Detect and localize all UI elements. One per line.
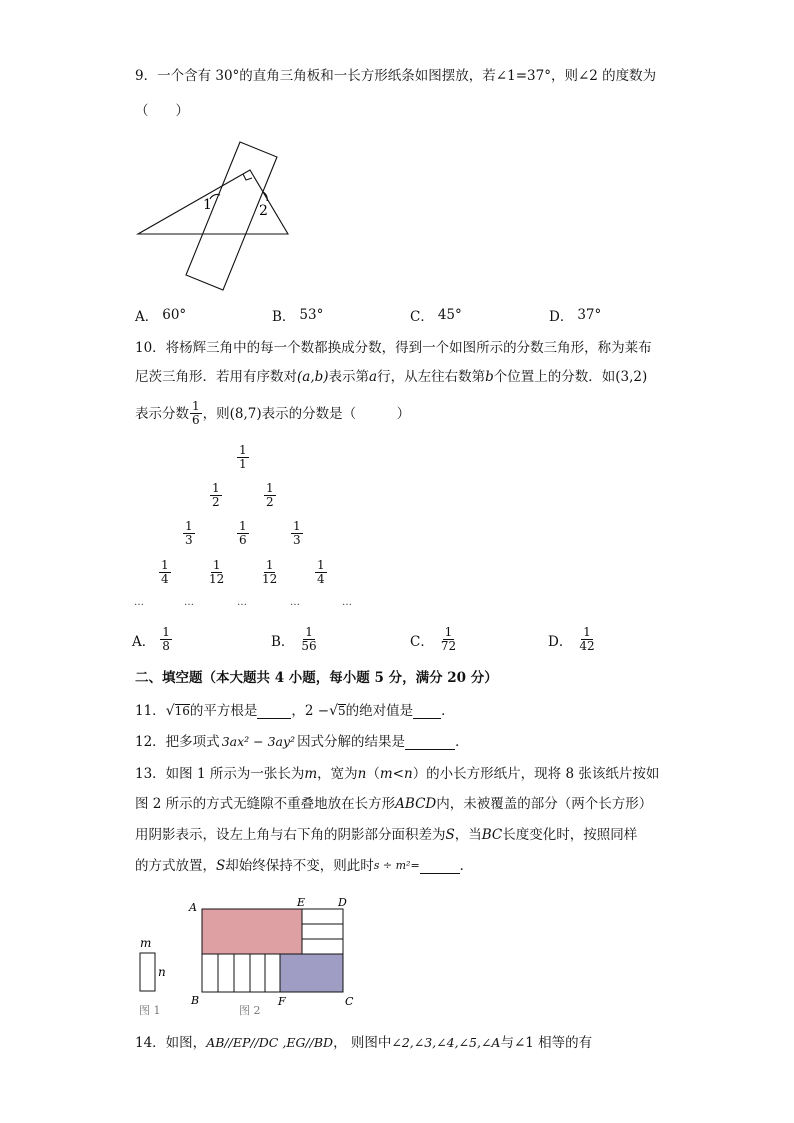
q13-line4: 的方式放置， S 却始终保持不变，则此时 s ÷ m²= ． <box>135 858 474 874</box>
q10-line3: 表示分数 $\frac{1}{6}$ ，则 (8,7) 表示的分数是（ ） <box>135 399 411 427</box>
q10-line2: 尼茨三角形．若用有序数对(a,b)表示第a行，从左往右数第b个位置上的分数．如(3,2) <box>135 369 648 385</box>
fig2-label-e: E <box>297 896 306 909</box>
fig2-label-a: A <box>189 901 197 914</box>
sqrt-icon: √ <box>329 703 339 719</box>
tri-r4c2: $\frac{1}{12}$ <box>209 558 225 586</box>
q10-option-c[interactable]: C． $\frac{1}{72}$ <box>410 625 457 653</box>
q9-stem <box>135 66 656 86</box>
q13-line3: 用阴影表示，设左上角与右下角的阴影部分面积差为S，当BC长度变化时，按照同样 <box>135 827 638 843</box>
q9-label-1: 1 <box>203 197 212 213</box>
tri-r2c2: $\frac{1}{2}$ <box>266 481 274 509</box>
tri-r3c2: $\frac{1}{6}$ <box>239 519 247 547</box>
q9-text: 9．一个含有 30°的直角三角板和一长方形纸条如图摆放，若∠1=37°，则∠2 的度数为 <box>135 68 657 84</box>
q9-paren: （ ） <box>135 103 189 119</box>
q10-option-b[interactable]: B． $\frac{1}{56}$ <box>271 625 317 653</box>
shaded-bottom-right <box>280 954 343 992</box>
tri-r1c1: $\frac{1}{1}$ <box>239 443 247 471</box>
q13-line1: 13．如图 1 所示为一张长为m，宽为n（m<n）的小长方形纸片，现将 8 张该纸片按如 <box>135 766 660 782</box>
q11-blank-1[interactable] <box>257 704 291 719</box>
q9-label-2: 2 <box>259 203 268 219</box>
fig1-label-m: m <box>140 936 152 950</box>
fig2-label-d: D <box>338 896 347 909</box>
q12: 12．把多项式 3ax² − 3ay² 因式分解的结果是 ． <box>135 734 469 750</box>
tri-r3c1: $\frac{1}{3}$ <box>185 519 193 547</box>
q9-right-angle-mark <box>243 174 252 180</box>
q9-triangle <box>138 170 288 234</box>
q13-blank[interactable] <box>420 859 460 874</box>
tri-r4c1: $\frac{1}{4}$ <box>161 558 169 586</box>
fig1-caption: 图 1 <box>139 1004 161 1017</box>
fig2-label-c: C <box>345 995 354 1008</box>
q9-option-c[interactable]: C． 45° <box>410 307 462 325</box>
tri-r4c3: $\frac{1}{12}$ <box>262 558 278 586</box>
q9-option-d[interactable]: D． 37° <box>549 307 602 325</box>
q13-figure <box>135 893 365 1023</box>
q9-option-b[interactable]: B． 53° <box>272 307 324 325</box>
tri-ellipsis-3: … <box>237 597 248 608</box>
tri-r3c3: $\frac{1}{3}$ <box>293 519 301 547</box>
fig2-label-f: F <box>278 995 286 1008</box>
q10-option-a[interactable]: A． $\frac{1}{8}$ <box>132 625 170 653</box>
q10-example-fraction: $\frac{1}{6}$ <box>192 399 200 427</box>
fig2-label-b: B <box>191 994 200 1007</box>
q13-line2: 图 2 所示的方式无缝隙不重叠地放在长方形ABCD内，未被覆盖的部分（两个长方形） <box>135 796 653 812</box>
fig2-caption: 图 2 <box>239 1004 261 1017</box>
q11-blank-2[interactable] <box>413 704 441 719</box>
tri-r2c1: $\frac{1}{2}$ <box>212 481 220 509</box>
tri-ellipsis-1: … <box>134 597 145 608</box>
q10-line1: 10．将杨辉三角中的每一个数都换成分数，得到一个如图所示的分数三角形，称为莱布 <box>135 340 652 356</box>
section2-title: 二、填空题（本大题共 4 小题，每小题 5 分，满分 20 分） <box>135 670 498 686</box>
q9-figure <box>130 135 300 295</box>
tri-r4c4: $\frac{1}{4}$ <box>317 558 325 586</box>
q11: 11． √ 16 的平方根是 ， 2 − √ 5 的绝对值是 ． <box>135 703 455 719</box>
shaded-top-left <box>202 909 302 954</box>
q14: 14．如图， AB//EP//DC ,EG//BD ， 则图中 ∠2,∠3,∠4,∠5,∠A 与∠1 相等的有 <box>135 1035 593 1051</box>
tri-ellipsis-5: … <box>342 597 353 608</box>
sqrt-icon: √ <box>165 703 175 719</box>
tri-ellipsis-2: … <box>184 597 195 608</box>
q12-blank[interactable] <box>405 735 455 750</box>
fig1-label-n: n <box>158 965 166 979</box>
q10-option-d[interactable]: D． $\frac{1}{42}$ <box>548 625 595 653</box>
q9-option-a[interactable]: A． 60° <box>135 307 187 325</box>
tri-ellipsis-4: … <box>290 597 301 608</box>
fig1-rect <box>140 953 155 991</box>
